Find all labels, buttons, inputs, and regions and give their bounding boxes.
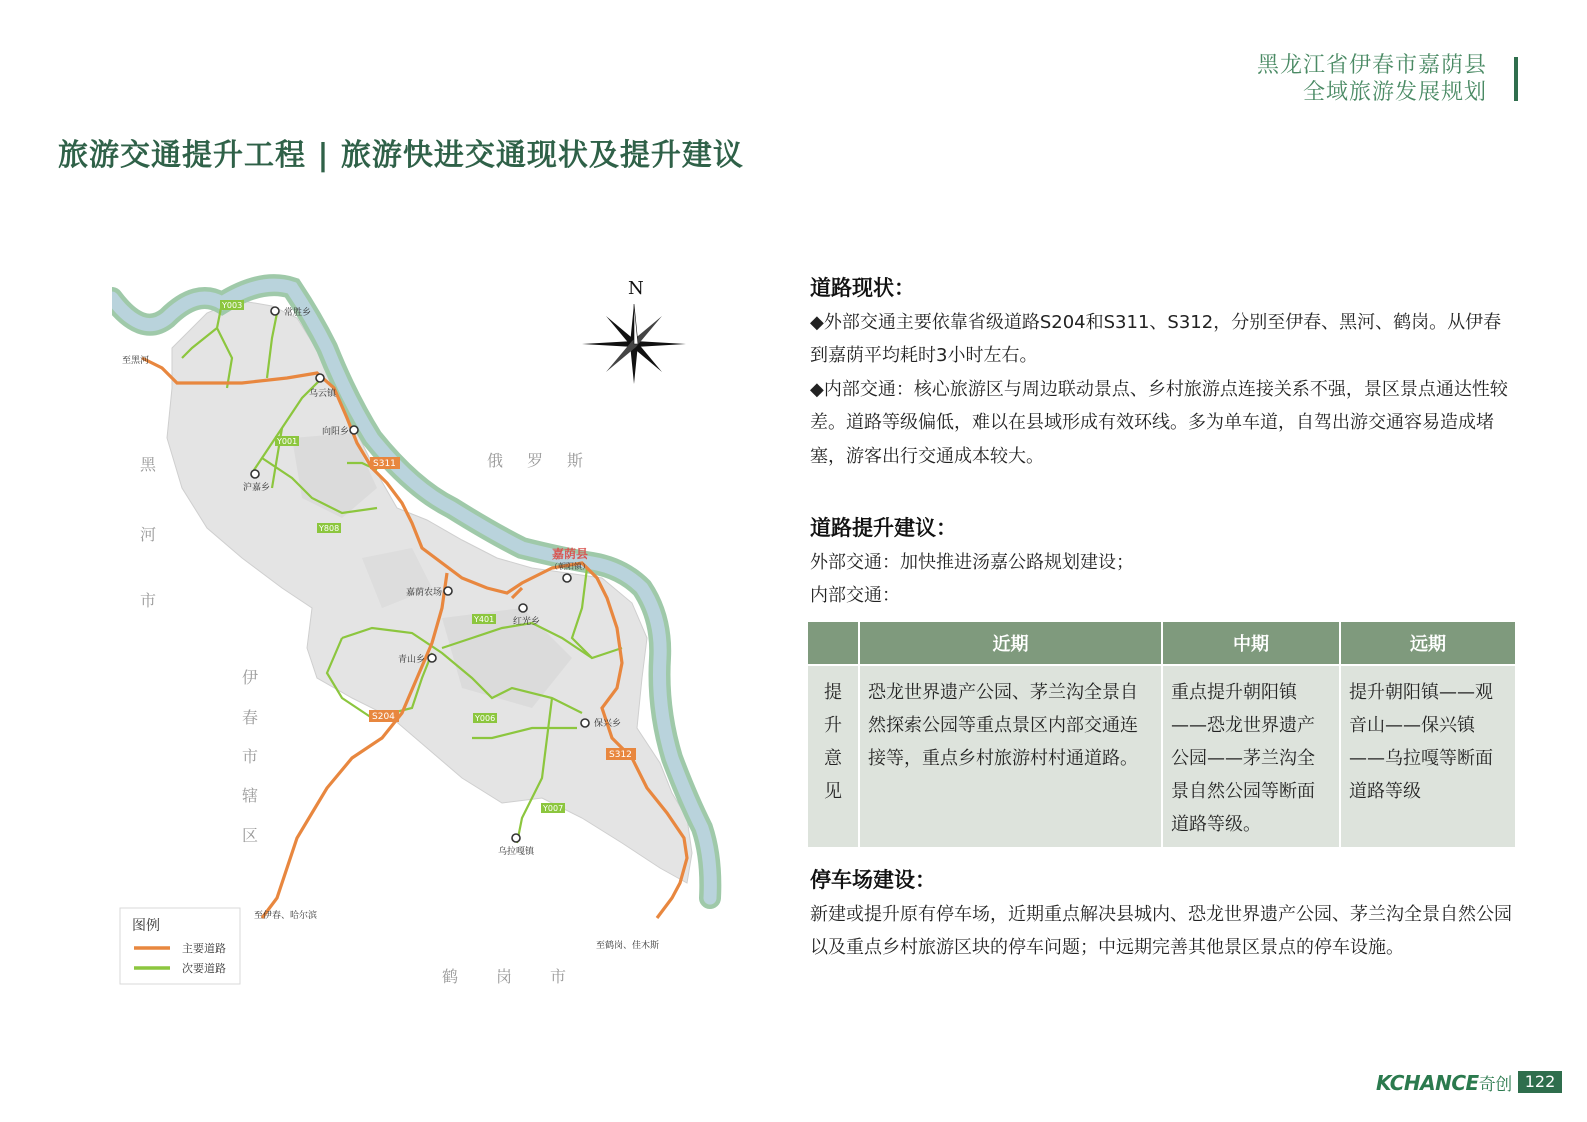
- brand-name-cn: 奇创: [1478, 1075, 1512, 1095]
- table-header-blank: [808, 622, 860, 664]
- cell-near: 恐龙世界遗产公园、茅兰沟全景自然探索公园等重点景区内部交通连接等，重点乡村旅游村村通道路。: [860, 664, 1163, 847]
- brand-logo: [1376, 1070, 1512, 1095]
- map-legend: [120, 908, 240, 984]
- row-label-char: 升: [824, 715, 842, 736]
- label-wulaga: 乌拉嘎镇: [498, 847, 535, 857]
- label-qingshan: 青山乡: [398, 655, 426, 665]
- code-y401: Y401: [474, 615, 495, 624]
- label-hongguang: 红光乡: [513, 617, 541, 627]
- code-y006: Y006: [475, 714, 496, 723]
- label-baoxing: 保兴乡: [594, 719, 622, 729]
- header-line-2: 全域旅游发展规划: [1302, 80, 1487, 105]
- road-upgrade-title: 道路提升建议：: [810, 516, 957, 540]
- cell-mid: 重点提升朝阳镇——恐龙世界遗产公园——茅兰沟全景自然公园等断面道路等级。: [1163, 664, 1341, 847]
- compass-n-label: N: [628, 278, 644, 299]
- region-yichun-4: 辖: [241, 786, 259, 805]
- dest-yichun: 至伊春、哈尔滨: [254, 911, 318, 921]
- code-y007: Y007: [543, 804, 564, 813]
- label-jiayin-farm: 嘉荫农场: [406, 588, 443, 598]
- label-county: 嘉荫县: [552, 547, 589, 561]
- parking-title: 停车场建设：: [810, 868, 936, 892]
- row-label: [808, 664, 860, 847]
- road-status-p2: ◆内部交通：核心旅游区与周边联动景点、乡村旅游点连接关系不强，景区景点通达性较差。道路等级偏低，难以在县域形成有效环线。多为单车道，自驾出游交通容易造成堵塞，游客出行交通成本较大。: [810, 378, 1508, 467]
- region-russia-3: 斯: [566, 451, 584, 470]
- parking-text: 新建或提升原有停车场，近期重点解决县城内、恐龙世界遗产公园、茅兰沟全景自然公园以及重点乡村旅游区块的停车问题；中远期完善其他景区景点的停车设施。: [810, 903, 1512, 958]
- label-huja: 沪嘉乡: [243, 483, 271, 493]
- region-russia-1: 俄: [486, 451, 504, 470]
- legend-main-road: 主要道路: [182, 942, 226, 955]
- road-upgrade-external: 外部交通：加快推进汤嘉公路规划建设；: [810, 551, 1134, 573]
- code-y001: Y001: [277, 437, 298, 446]
- region-heihe-1: 黑: [139, 455, 157, 474]
- traffic-map: [112, 258, 732, 994]
- label-wuyun: 乌云镇: [309, 389, 337, 399]
- code-y808: Y808: [319, 524, 340, 533]
- parking-section: [810, 864, 1515, 965]
- region-heihe-2: 河: [139, 525, 157, 544]
- row-label-char: 见: [824, 781, 842, 802]
- region-yichun-5: 区: [241, 826, 259, 845]
- page-number: 122: [1518, 1071, 1562, 1093]
- cell-far: 提升朝阳镇——观音山——保兴镇——乌拉嘎等断面道路等级: [1341, 664, 1515, 847]
- page-title: 旅游交通提升工程 | 旅游快进交通现状及提升建议: [58, 138, 744, 173]
- table-header-mid: 中期: [1163, 622, 1341, 664]
- upgrade-plan-table: [808, 622, 1515, 847]
- header-accent-bar: [1514, 57, 1518, 101]
- label-xiangyang: 向阳乡: [322, 427, 350, 437]
- road-status-p1: ◆外部交通主要依靠省级道路S204和S311、S312，分别至伊春、黑河、鹤岗。从伊春到嘉荫平均耗时3小时左右。: [810, 311, 1502, 366]
- dest-hegang: 至鹤岗、佳木斯: [596, 941, 660, 951]
- road-status-title: 道路现状：: [810, 276, 915, 300]
- row-label-char: 意: [824, 748, 842, 769]
- road-upgrade-internal: 内部交通：: [810, 585, 900, 606]
- region-hegang-3: 市: [549, 967, 567, 986]
- code-s311: S311: [373, 459, 396, 469]
- brand-name: KCHANCE: [1376, 1071, 1479, 1095]
- legend-title: 图例: [132, 918, 160, 934]
- table-header-near: 近期: [860, 622, 1163, 664]
- road-upgrade-section: [810, 512, 1515, 613]
- code-s204: S204: [372, 712, 395, 722]
- road-status-section: [810, 272, 1515, 473]
- header-line-1: 黑龙江省伊春市嘉荫县: [1256, 53, 1487, 78]
- region-yichun-1: 伊: [241, 668, 259, 687]
- region-yichun-2: 春: [241, 708, 259, 727]
- label-changsheng: 常胜乡: [284, 308, 312, 318]
- dest-heihe: 至黑河: [122, 356, 150, 366]
- region-yichun-3: 市: [241, 747, 259, 766]
- legend-secondary-road: 次要道路: [182, 962, 226, 975]
- document-header: [1257, 52, 1487, 106]
- code-y003: Y003: [222, 301, 243, 310]
- code-s312: S312: [609, 750, 632, 760]
- region-heihe-3: 市: [139, 591, 157, 610]
- label-county-sub: （朝阳镇）: [550, 562, 590, 571]
- region-hegang-1: 鹤: [441, 967, 459, 986]
- table-header-far: 远期: [1341, 622, 1515, 664]
- row-label-char: 提: [824, 682, 842, 703]
- region-russia-2: 罗: [526, 451, 544, 470]
- region-hegang-2: 岗: [495, 967, 513, 986]
- table-row: [808, 664, 1515, 847]
